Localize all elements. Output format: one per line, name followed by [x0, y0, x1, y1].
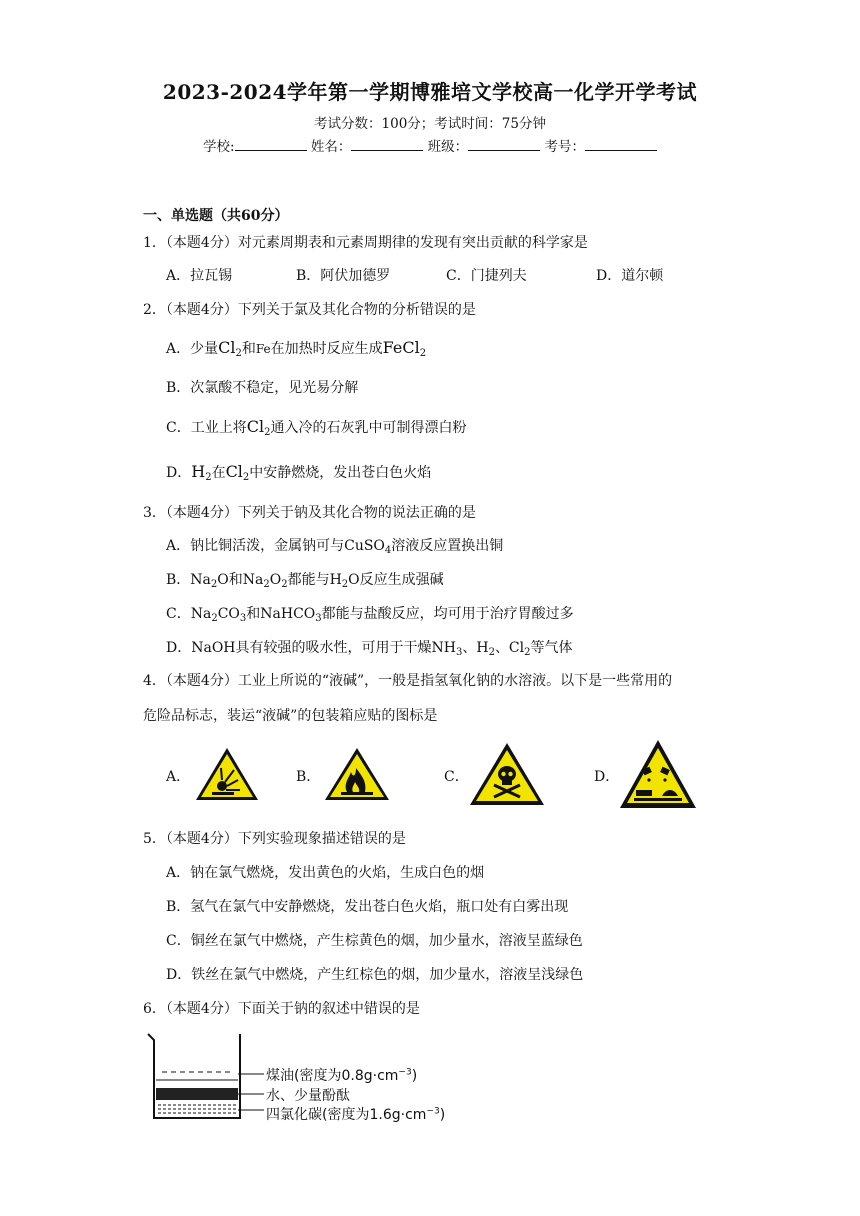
q6-stem: 6．（本题4分）下面关于钠的叙述中错误的是: [143, 1001, 420, 1017]
carbon-tetrachloride-label: 四氯化碳(密度为$1.6g\cdot cm^{-3}$): [266, 1106, 446, 1123]
toxic-skull-hazard-icon: [468, 741, 546, 807]
kerosene-label: 煤油(密度为$0.8g\cdot cm^{-3}$): [266, 1067, 418, 1084]
explosive-hazard-icon: [194, 746, 260, 802]
q4-stem-line1: 4．（本题4分）工业上所说的“液碱”，一般是指氢氧化钠的水溶液。以下是一些常用的: [143, 673, 673, 689]
q4-stem-line2: 危险品标志，装运“液碱”的包装箱应贴的图标是: [143, 708, 438, 724]
class-label: 班级：: [427, 139, 469, 155]
q1-option-d[interactable]: D．道尔顿: [596, 268, 664, 284]
q4-option-c[interactable]: C．: [444, 769, 469, 785]
q1-option-b[interactable]: B．阿伏加德罗: [296, 268, 391, 284]
section-title: 一、单选题（共60分）: [143, 208, 289, 224]
exam-title: 2023-2024学年第一学期博雅培文学校高一化学开学考试: [162, 80, 698, 104]
number-blank[interactable]: [585, 136, 657, 151]
q2-option-d[interactable]: D．$H_2$在$Cl_2$中安静燃烧，发出苍白色火焰: [166, 462, 432, 483]
q5-option-c[interactable]: C．铜丝在氯气中燃烧，产生棕黄色的烟，加少量水，溶液呈蓝绿色: [166, 933, 583, 949]
q1-stem: 1．（本题4分）对元素周期表和元素周期律的发现有突出贡献的科学家是: [143, 235, 588, 251]
q2-option-b[interactable]: B．次氯酸不稳定，见光易分解: [166, 380, 359, 396]
exam-info: 考试分数：100分；考试时间：75分钟: [314, 116, 546, 132]
flammable-hazard-icon: [323, 746, 391, 802]
corrosive-hazard-icon: [618, 738, 698, 810]
beaker-diagram: [146, 1030, 266, 1130]
q2-option-a[interactable]: A．少量$Cl_2$和Fe在加热时反应生成FeCl$_2$: [166, 338, 427, 359]
q5-option-d[interactable]: D．铁丝在氯气中燃烧，产生红棕色的烟，加少量水，溶液呈浅绿色: [166, 967, 584, 983]
name-blank[interactable]: [351, 136, 423, 151]
water-phenolphthalein-label: 水、少量酚酞: [266, 1088, 350, 1104]
class-blank[interactable]: [468, 136, 540, 151]
q4-option-d[interactable]: D．: [594, 769, 620, 785]
q5-option-b[interactable]: B．氢气在氯气中安静燃烧，发出苍白色火焰，瓶口处有白雾出现: [166, 899, 569, 915]
number-label: 考号：: [544, 139, 585, 155]
q2-stem: 2．（本题4分）下列关于氯及其化合物的分析错误的是: [143, 302, 476, 318]
q5-option-a[interactable]: A．钠在氯气燃烧，发出黄色的火焰，生成白色的烟: [166, 865, 485, 881]
q3-option-a[interactable]: A．钠比铜活泼，金属钠可与CuSO$_4$溶液反应置换出铜: [166, 538, 504, 556]
q2-option-c[interactable]: C．工业上将$Cl_2$通入冷的石灰乳中可制得漂白粉: [166, 417, 467, 438]
q3-stem: 3．（本题4分）下列关于钠及其化合物的说法正确的是: [143, 505, 476, 521]
q4-option-a[interactable]: A．: [166, 769, 191, 785]
q3-option-d[interactable]: D．NaOH具有较强的吸水性，可用于干燥$NH_3$、$H_2$、$Cl_2$等气体: [166, 640, 573, 658]
school-label: 学校:: [203, 139, 235, 155]
q1-option-a[interactable]: A．拉瓦锡: [166, 268, 233, 284]
q4-option-b[interactable]: B．: [296, 769, 321, 785]
q3-option-b[interactable]: B．$Na_2O$和$Na_2O_2$都能与$H_2O$反应生成强碱: [166, 572, 444, 590]
name-label: 姓名：: [310, 139, 352, 155]
school-blank[interactable]: [235, 136, 307, 151]
student-info-line: [0, 135, 860, 155]
q5-stem: 5．（本题4分）下列实验现象描述错误的是: [143, 831, 406, 847]
q1-option-c[interactable]: C．门捷列夫: [446, 268, 527, 284]
q3-option-c[interactable]: C．$Na_2CO_3$和NaHCO$_3$都能与盐酸反应，均可用于治疗胃酸过多: [166, 606, 574, 624]
